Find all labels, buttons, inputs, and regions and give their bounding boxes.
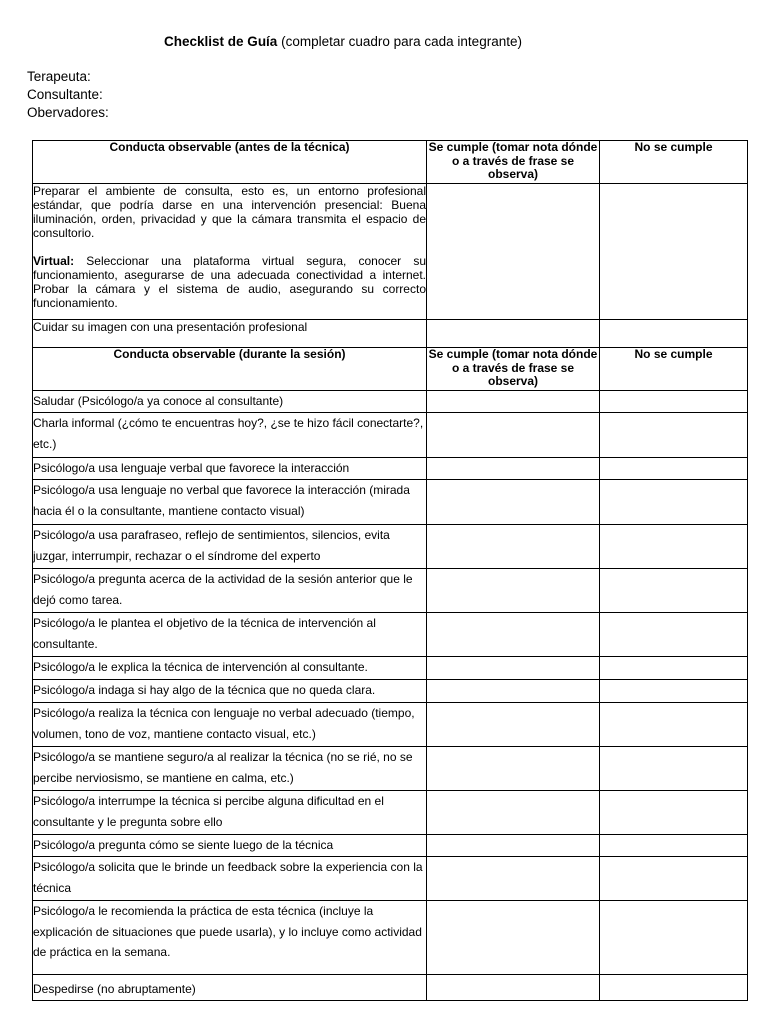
table-row xyxy=(33,857,748,901)
se-cumple-cell[interactable] xyxy=(427,184,600,320)
row-text: Psicólogo/a interrumpe la técnica si percibe alguna dificultad en el consultante y le pregunta sobre ello xyxy=(33,791,427,835)
no-se-cumple-cell[interactable] xyxy=(600,458,748,480)
no-se-cumple-cell[interactable] xyxy=(600,613,748,657)
row-text: Psicólogo/a indaga si hay algo de la técnica que no queda clara. xyxy=(33,680,427,703)
no-se-cumple-cell[interactable] xyxy=(600,747,748,791)
se-cumple-cell[interactable] xyxy=(427,657,600,680)
row-text: Cuidar su imagen con una presentación profesional xyxy=(33,320,427,348)
se-cumple-cell[interactable] xyxy=(427,480,600,525)
table-row xyxy=(33,613,748,657)
no-se-cumple-cell[interactable] xyxy=(600,791,748,835)
no-se-cumple-cell[interactable] xyxy=(600,569,748,613)
no-se-cumple-cell[interactable] xyxy=(600,184,748,320)
se-cumple-cell[interactable] xyxy=(427,391,600,413)
title-rest: (completar cuadro para cada integrante) xyxy=(277,34,522,49)
table-row xyxy=(33,975,748,1001)
se-cumple-cell[interactable] xyxy=(427,525,600,569)
table-row xyxy=(33,747,748,791)
table-row xyxy=(33,680,748,703)
se-cumple-cell[interactable] xyxy=(427,791,600,835)
table-row xyxy=(33,458,748,480)
header-row-during xyxy=(33,348,748,391)
table-row xyxy=(33,657,748,680)
no-se-cumple-cell[interactable] xyxy=(600,391,748,413)
no-se-cumple-cell[interactable] xyxy=(600,975,748,1001)
no-se-cumple-cell[interactable] xyxy=(600,320,748,348)
table-row xyxy=(33,480,748,525)
paragraph-virtual xyxy=(33,254,426,310)
no-se-cumple-cell[interactable] xyxy=(600,480,748,525)
table-row xyxy=(33,413,748,458)
se-cumple-cell[interactable] xyxy=(427,458,600,480)
no-se-cumple-cell[interactable] xyxy=(600,835,748,857)
virtual-text: Seleccionar una plataforma virtual segura, conocer su funcionamiento, asegurarse de una adecuada conectividad a internet. Probar la cámara y el sistema de audio, asegurando su correcto funcionamiento. xyxy=(33,254,426,310)
virtual-label: Virtual: xyxy=(33,254,75,268)
row-text: Psicólogo/a pregunta cómo se siente luego de la técnica xyxy=(33,835,427,857)
table-row xyxy=(33,791,748,835)
header-se-cumple: Se cumple (tomar nota dónde o a través de frase se observa) xyxy=(427,141,600,184)
no-se-cumple-cell[interactable] xyxy=(600,413,748,458)
se-cumple-cell[interactable] xyxy=(427,703,600,747)
no-se-cumple-cell[interactable] xyxy=(600,525,748,569)
se-cumple-cell[interactable] xyxy=(427,901,600,975)
se-cumple-cell[interactable] xyxy=(427,857,600,901)
se-cumple-cell[interactable] xyxy=(427,413,600,458)
no-se-cumple-cell[interactable] xyxy=(600,857,748,901)
table-row xyxy=(33,569,748,613)
checklist-table xyxy=(32,140,748,1001)
no-se-cumple-cell[interactable] xyxy=(600,657,748,680)
field-observadores: Obervadores: xyxy=(27,105,109,120)
row-text: Saludar (Psicólogo/a ya conoce al consultante) xyxy=(33,391,427,413)
row-text: Psicólogo/a realiza la técnica con lenguaje no verbal adecuado (tiempo, volumen, tono de voz, mantiene contacto visual, etc.) xyxy=(33,703,427,747)
title-bold: Checklist de Guía xyxy=(164,34,278,49)
se-cumple-cell[interactable] xyxy=(427,975,600,1001)
row-text: Psicólogo/a se mantiene seguro/a al realizar la técnica (no se rié, no se percibe nerviosismo, se mantiene en calma, etc.) xyxy=(33,747,427,791)
no-se-cumple-cell[interactable] xyxy=(600,703,748,747)
row-text: Psicólogo/a usa lenguaje verbal que favorece la interacción xyxy=(33,458,427,480)
header-row-before xyxy=(33,141,748,184)
se-cumple-cell[interactable] xyxy=(427,680,600,703)
header-conducta-durante: Conducta observable (durante la sesión) xyxy=(33,348,427,391)
paragraph-ambiente: Preparar el ambiente de consulta, esto es, un entorno profesional estándar, que podría darse en una intervención presencial: Buena iluminación, orden, privacidad y que la cámara transmita el espacio de consultorio. xyxy=(33,184,426,240)
se-cumple-cell[interactable] xyxy=(427,835,600,857)
row-text: Psicólogo/a le recomienda la práctica de esta técnica (incluye la explicación de situaciones que puede usarla), y lo incluye como actividad de práctica en la semana. xyxy=(33,901,427,975)
se-cumple-cell[interactable] xyxy=(427,569,600,613)
header-no-se-cumple: No se cumple xyxy=(600,348,748,391)
table-row xyxy=(33,525,748,569)
table-row xyxy=(33,391,748,413)
field-terapeuta: Terapeuta: xyxy=(27,69,91,84)
row-text xyxy=(33,184,427,320)
header-conducta-antes: Conducta observable (antes de la técnica) xyxy=(33,141,427,184)
table-row xyxy=(33,901,748,975)
row-text: Psicólogo/a usa parafraseo, reflejo de sentimientos, silencios, evita juzgar, interrumpir, rechazar o el síndrome del experto xyxy=(33,525,427,569)
table-row xyxy=(33,835,748,857)
row-text: Psicólogo/a le explica la técnica de intervención al consultante. xyxy=(33,657,427,680)
field-consultante: Consultante: xyxy=(27,87,103,102)
row-text: Psicólogo/a pregunta acerca de la actividad de la sesión anterior que le dejó como tarea. xyxy=(33,569,427,613)
table-row xyxy=(33,184,748,320)
se-cumple-cell[interactable] xyxy=(427,320,600,348)
row-text: Despedirse (no abruptamente) xyxy=(33,975,427,1001)
no-se-cumple-cell[interactable] xyxy=(600,680,748,703)
se-cumple-cell[interactable] xyxy=(427,613,600,657)
row-text: Psicólogo/a le plantea el objetivo de la técnica de intervención al consultante. xyxy=(33,613,427,657)
document-title xyxy=(0,34,686,49)
se-cumple-cell[interactable] xyxy=(427,747,600,791)
header-se-cumple: Se cumple (tomar nota dónde o a través de frase se observa) xyxy=(427,348,600,391)
header-no-se-cumple: No se cumple xyxy=(600,141,748,184)
table-row xyxy=(33,320,748,348)
no-se-cumple-cell[interactable] xyxy=(600,901,748,975)
row-text: Charla informal (¿cómo te encuentras hoy?, ¿se te hizo fácil conectarte?, etc.) xyxy=(33,413,427,458)
table-row xyxy=(33,703,748,747)
row-text: Psicólogo/a usa lenguaje no verbal que favorece la interacción (mirada hacia él o la consultante, mantiene contacto visual) xyxy=(33,480,427,525)
row-text: Psicólogo/a solicita que le brinde un feedback sobre la experiencia con la técnica xyxy=(33,857,427,901)
